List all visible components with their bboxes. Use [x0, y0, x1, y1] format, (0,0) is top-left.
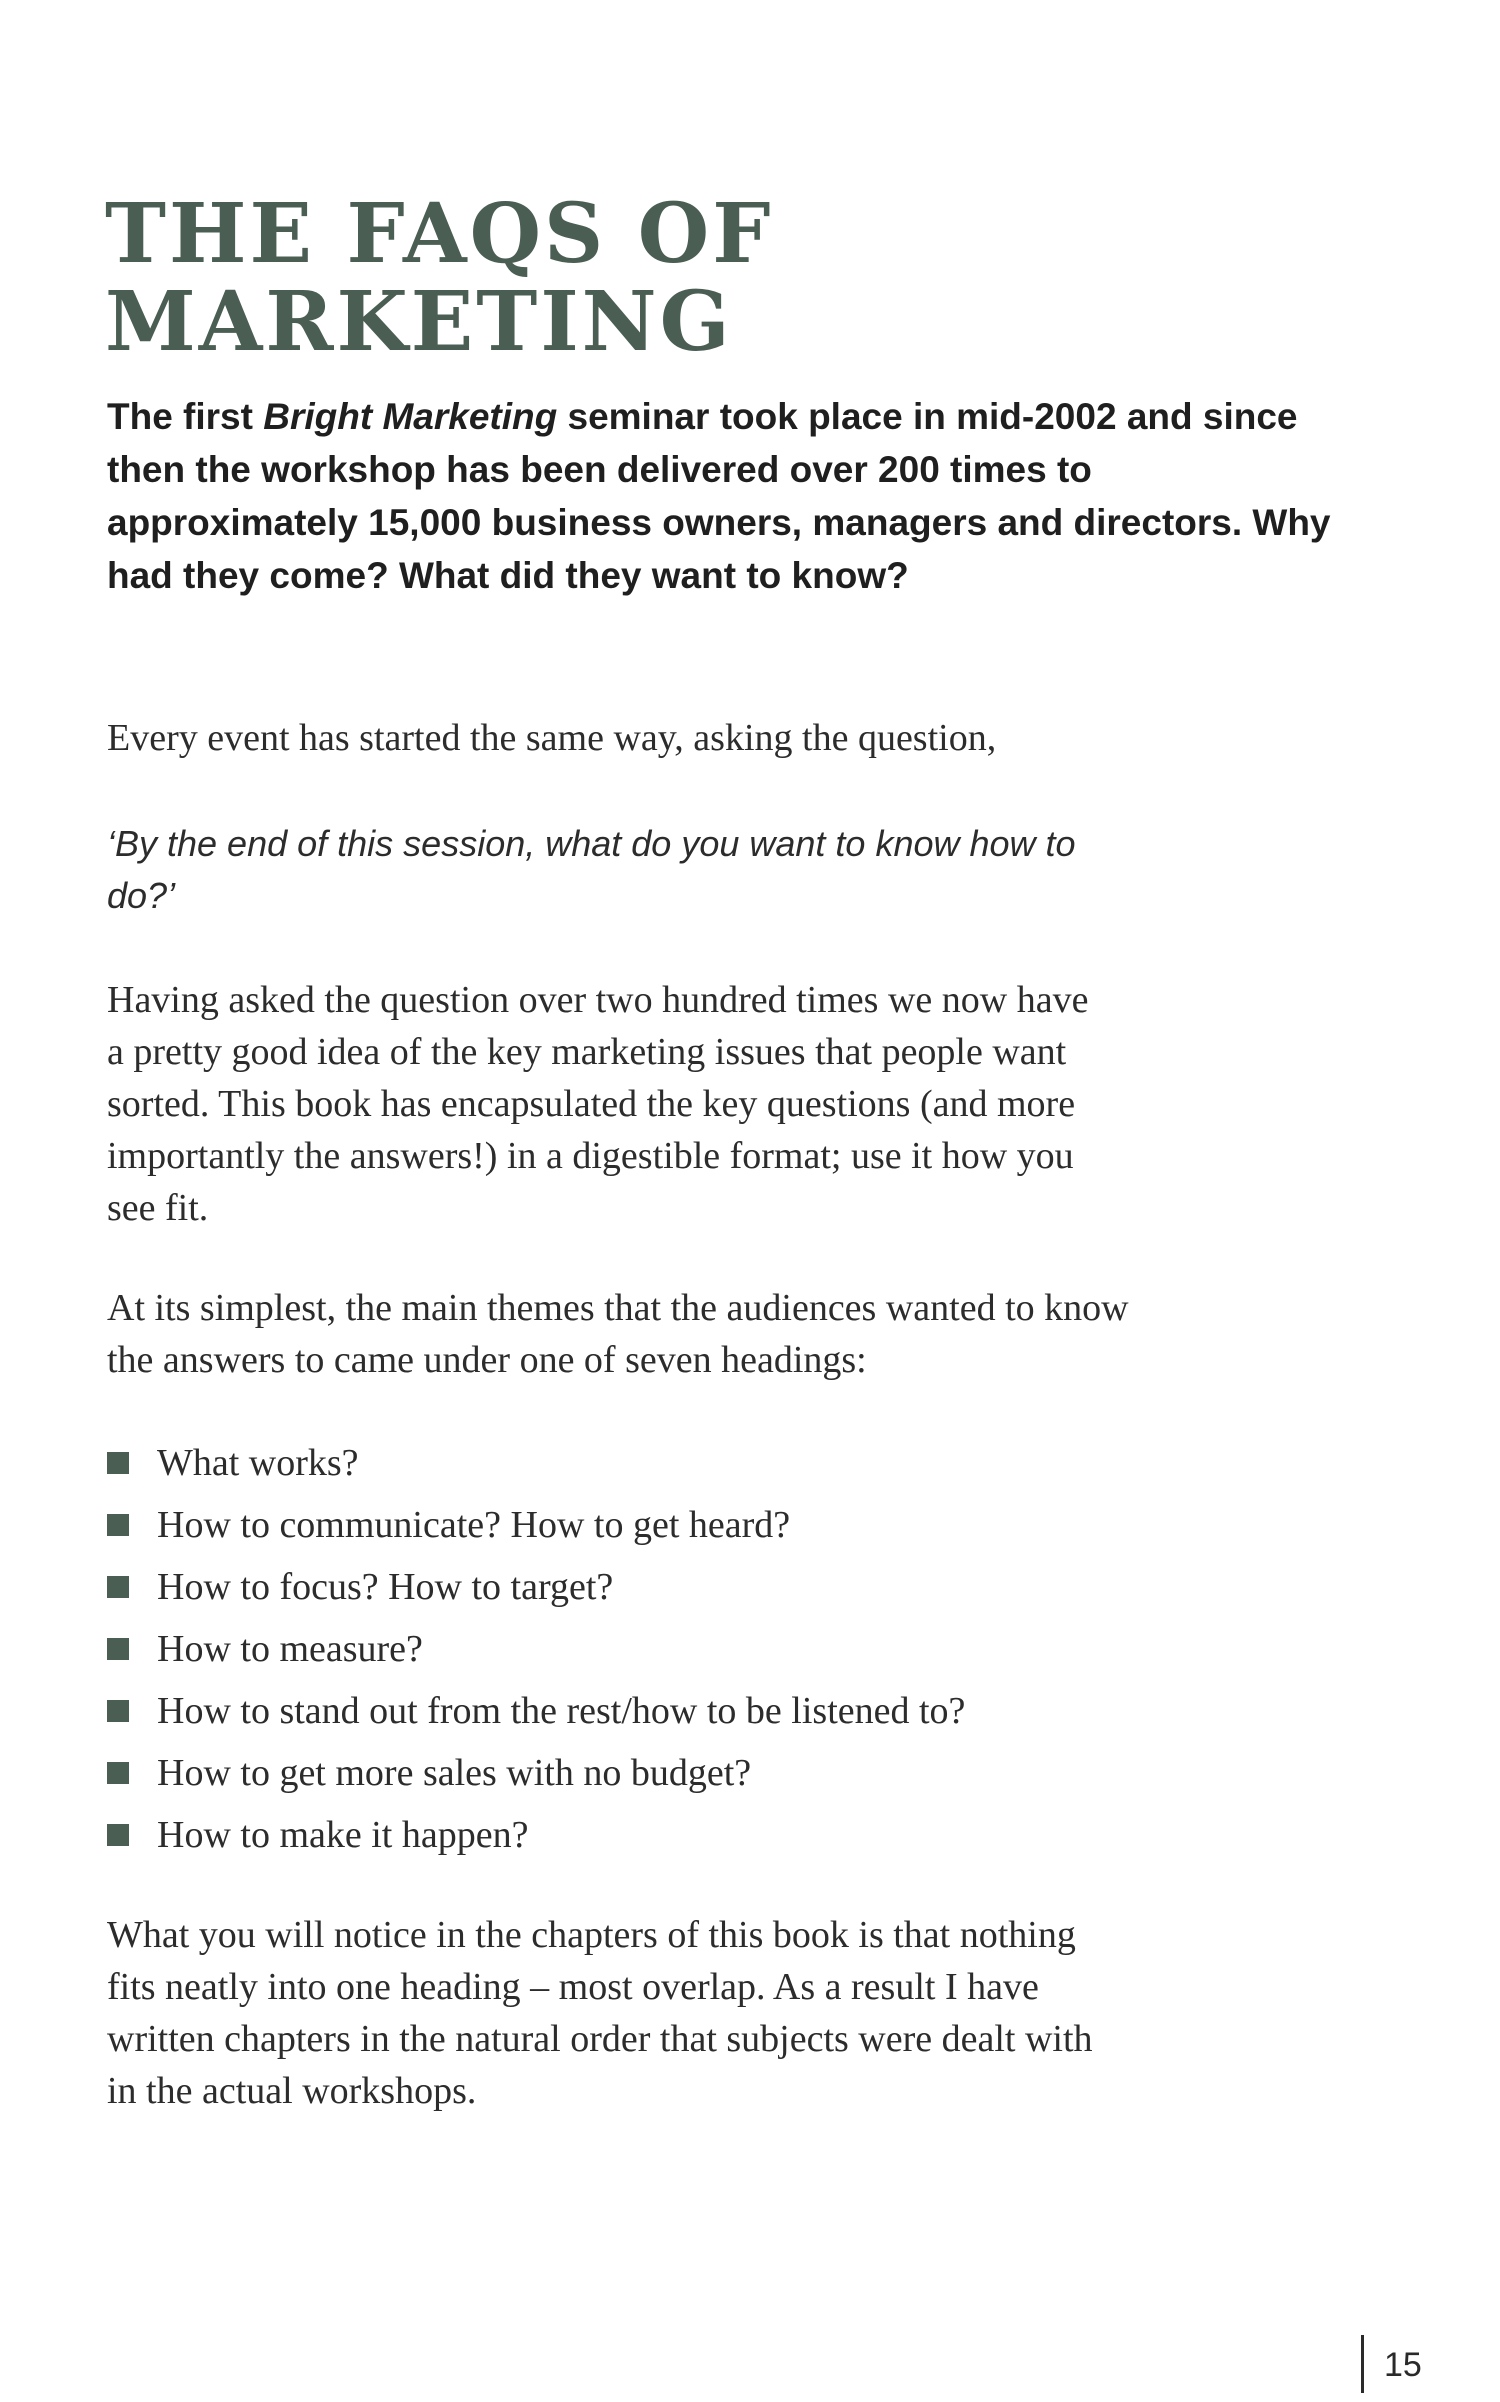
list-item — [107, 1618, 965, 1680]
square-bullet-icon — [107, 1452, 129, 1474]
list-item-text: What works? — [157, 1442, 359, 1484]
page-title — [105, 186, 774, 370]
page-number-divider — [1361, 2335, 1364, 2393]
list-item — [107, 1556, 965, 1618]
list-item — [107, 1804, 965, 1866]
intro-text-start: The first — [107, 396, 264, 437]
list-item-text: How to focus? How to target? — [157, 1566, 614, 1608]
list-item-text: How to stand out from the rest/how to be listened to? — [157, 1690, 966, 1732]
square-bullet-icon — [107, 1576, 129, 1598]
square-bullet-icon — [107, 1514, 129, 1536]
list-item-text: How to make it happen? — [157, 1814, 529, 1856]
square-bullet-icon — [107, 1700, 129, 1722]
closing-paragraph: What you will notice in the chapters of this book is that nothing fits neatly into one heading – most overlap. As a result I have written chapters in the natural order that subjects were dealt with in the actual workshops. — [107, 1914, 1093, 2112]
list-item-text: How to communicate? How to get heard? — [157, 1504, 791, 1546]
square-bullet-icon — [107, 1638, 129, 1660]
intro-text-end: seminar took place in mid-2002 and since then the workshop has been delivered over 200 times to approximately 15,000 business owners, managers and directors. Why had they come? What did they want to know? — [107, 396, 1331, 596]
page-number: 15 — [1384, 2346, 1422, 2384]
intro-emphasis: Bright Marketing — [263, 396, 558, 437]
title-line-1: THE FAQS OF — [105, 186, 774, 282]
having-asked-paragraph: Having asked the question over two hundred times we now have a pretty good idea of the key marketing issues that people want sorted. This book has encapsulated the key questions (and more importantly the answers!) in a digestible format; use it how you see fit. — [107, 979, 1089, 1229]
list-item — [107, 1432, 965, 1494]
themes-paragraph: At its simplest, the main themes that the audiences wanted to know the answers to came under one of seven headings: — [107, 1287, 1129, 1381]
title-line-2: MARKETING — [105, 274, 733, 370]
list-item — [107, 1680, 965, 1742]
square-bullet-icon — [107, 1824, 129, 1846]
list-item — [107, 1742, 965, 1804]
list-item-text: How to get more sales with no budget? — [157, 1752, 752, 1794]
quote-paragraph: ‘By the end of this session, what do you want to know how to do?’ — [107, 823, 1076, 916]
headings-list — [107, 1432, 965, 1866]
square-bullet-icon — [107, 1762, 129, 1784]
event-paragraph: Every event has started the same way, asking the question, — [107, 717, 997, 759]
list-item-text: How to measure? — [157, 1628, 423, 1670]
list-item — [107, 1494, 965, 1556]
intro-paragraph — [107, 390, 1337, 602]
